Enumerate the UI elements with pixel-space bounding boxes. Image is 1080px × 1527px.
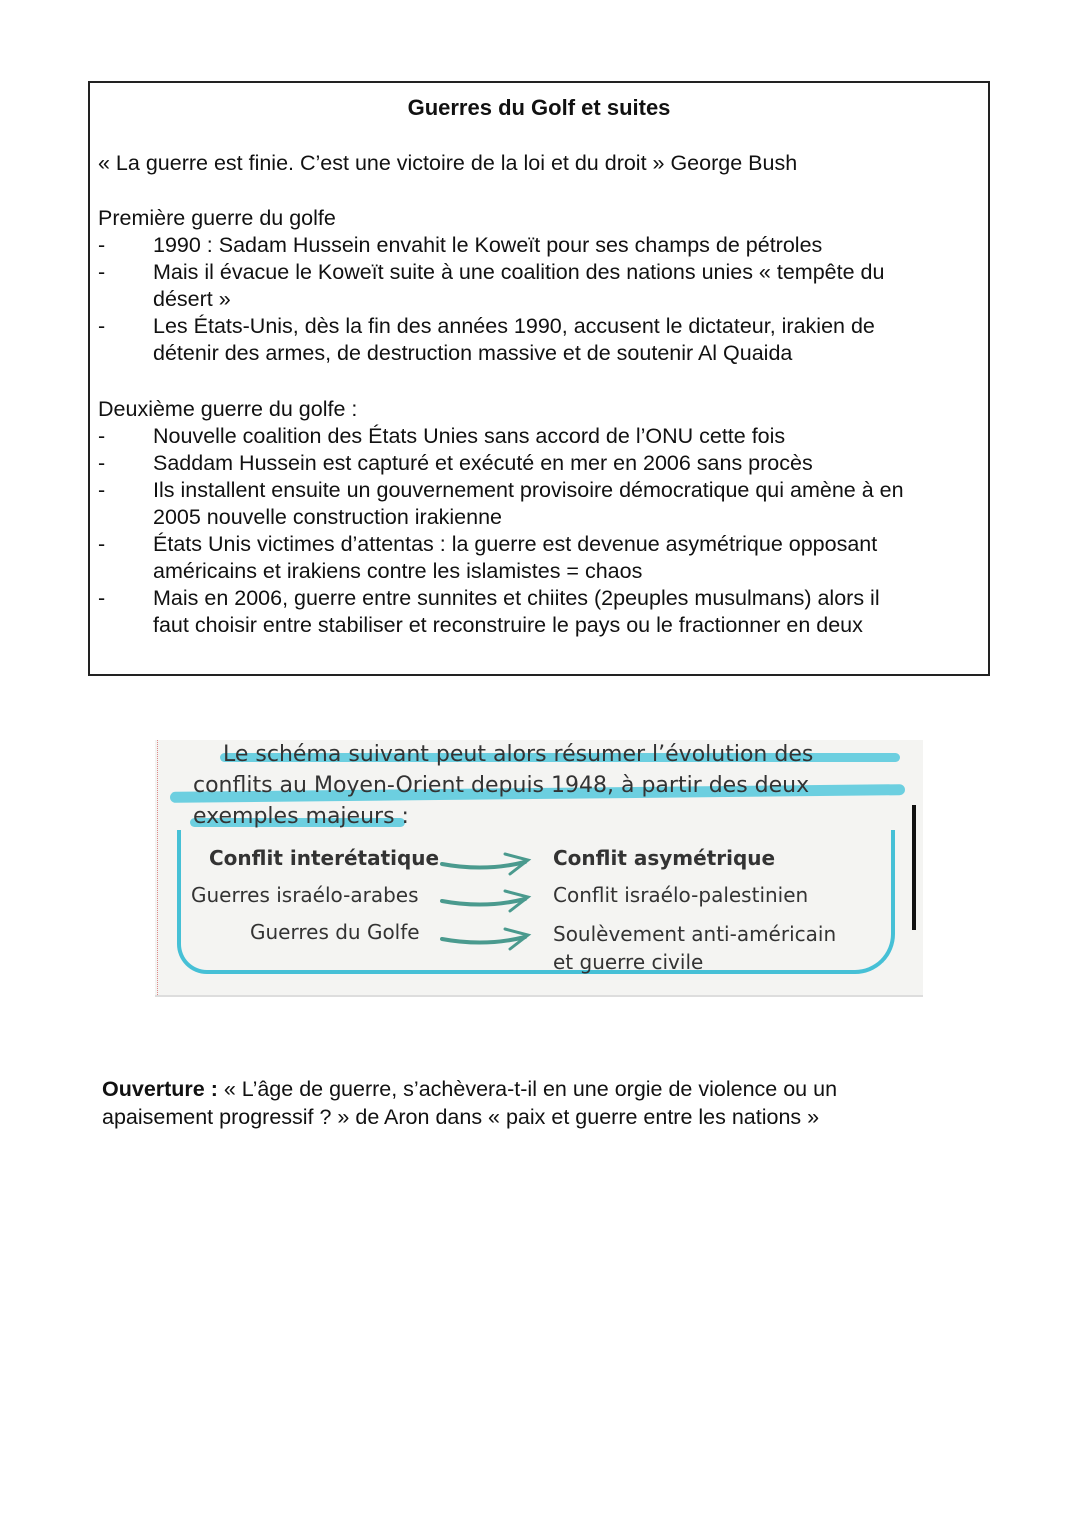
list-item-cont: américains et irakiens contre les islamistes = chaos [153, 559, 643, 583]
scheme-right-item-cont: et guerre civile [553, 950, 704, 974]
list-item: États Unis victimes d’attentas : la guerre est devenue asymétrique opposant [153, 532, 878, 556]
section1-heading: Première guerre du golfe [98, 206, 336, 230]
page-title: Guerres du Golf et suites [407, 95, 671, 120]
ouverture-text-cont: apaisement progressif ? » de Aron dans « paix et guerre entre les nations » [102, 1105, 820, 1129]
bullet-dash: - [98, 532, 106, 556]
paragraph-line: conflits au Moyen-Orient depuis 1948, à partir des deux [193, 773, 810, 798]
list-item-cont: désert » [153, 287, 231, 311]
scheme-left-item: Guerres israélo-arabes [191, 883, 419, 907]
list-item: Nouvelle coalition des États Unies sans accord de l’ONU cette fois [153, 424, 786, 448]
list-item: Mais en 2006, guerre entre sunnites et chiites (2peuples musulmans) alors il [153, 586, 880, 610]
list-item-cont: détenir des armes, de destruction massive et de soutenir Al Quaida [153, 341, 793, 365]
paragraph-line: Le schéma suivant peut alors résumer l’évolution des [223, 742, 814, 767]
paragraph-line: exemples majeurs : [193, 804, 409, 829]
ouverture-paragraph [102, 1075, 962, 1131]
quote: « La guerre est finie. C’est une victoire de la loi et du droit » George Bush [98, 151, 798, 175]
list-item-cont: faut choisir entre stabiliser et reconstruire le pays ou le fractionner en deux [153, 613, 863, 637]
list-item: 1990 : Sadam Hussein envahit le Koweït pour ses champs de pétroles [153, 233, 823, 257]
bullet-dash: - [98, 451, 106, 475]
scroll-bar-mark [912, 805, 916, 930]
list-item: Ils installent ensuite un gouvernement provisoire démocratique qui amène à en [153, 478, 904, 502]
list-item: Les États-Unis, dès la fin des années 1990, accusent le dictateur, irakien de [153, 314, 875, 338]
list-item: Saddam Hussein est capturé et exécuté en mer en 2006 sans procès [153, 451, 813, 475]
textbook-scan [155, 740, 923, 997]
bullet-dash: - [98, 314, 106, 338]
scheme-right-heading: Conflit asymétrique [553, 846, 776, 870]
scheme-left-item: Guerres du Golfe [250, 920, 420, 944]
scheme-right-item: Soulèvement anti-américain [553, 922, 837, 946]
margin-line [157, 740, 158, 995]
scheme-left-heading: Conflit interétatique [209, 846, 440, 870]
list-item: Mais il évacue le Koweït suite à une coalition des nations unies « tempête du [153, 260, 885, 284]
list-item-cont: 2005 nouvelle construction irakienne [153, 505, 503, 529]
bullet-dash: - [98, 424, 106, 448]
bullet-dash: - [98, 478, 106, 502]
section2-heading: Deuxième guerre du golfe : [98, 397, 358, 421]
notes-box [88, 81, 990, 676]
arrow-right-icon [440, 850, 535, 876]
bullet-dash: - [98, 586, 106, 610]
ouverture-label: Ouverture : [102, 1077, 218, 1101]
scheme-right-item: Conflit israélo-palestinien [553, 883, 809, 907]
ouverture-text: « L’âge de guerre, s’achèvera-t-il en une orgie de violence ou un [217, 1077, 838, 1101]
bullet-dash: - [98, 260, 106, 284]
bullet-dash: - [98, 233, 106, 257]
arrow-right-icon [440, 925, 535, 951]
arrow-right-icon [440, 887, 535, 913]
